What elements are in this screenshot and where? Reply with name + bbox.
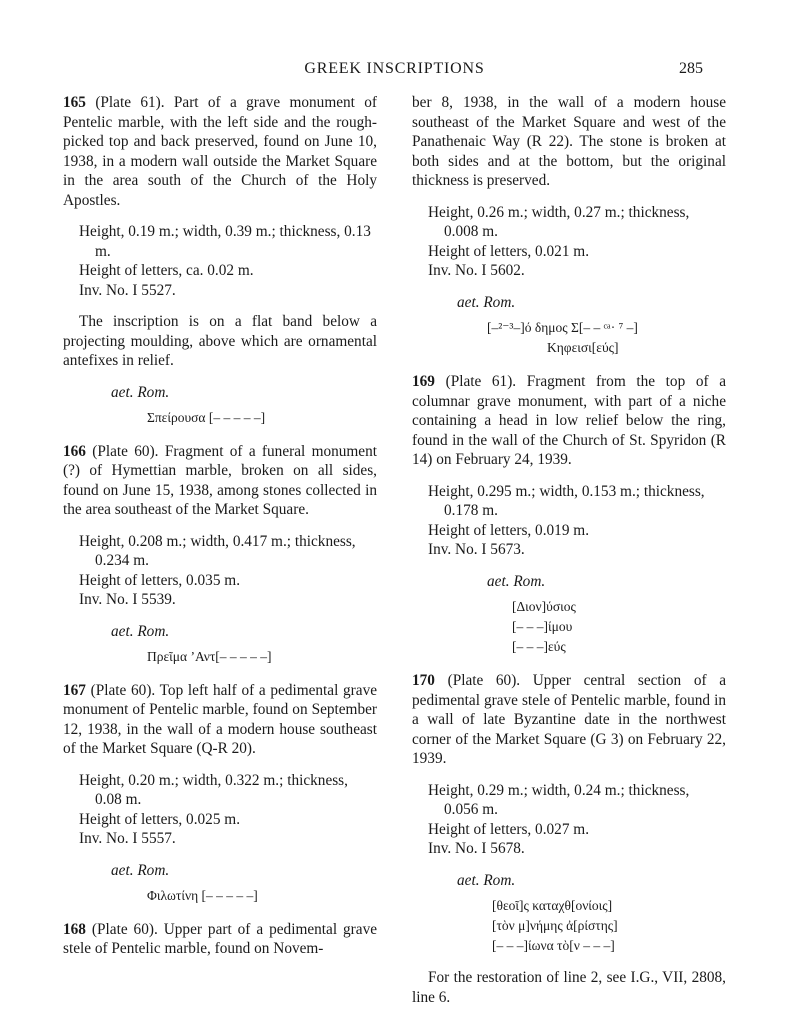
inscription-line: Κηφεισι[εύς] bbox=[547, 340, 619, 355]
date-label: aet. Rom. bbox=[111, 622, 170, 640]
inscription-text: Σπείρουσα [– – – – –] bbox=[147, 410, 266, 425]
inventory-number: Inv. No. I 5602. bbox=[428, 262, 525, 279]
inscription-line: [– – –]ίμου bbox=[512, 619, 573, 634]
inscription-line: [– – –]ίωνα τὸ[ν – – –] bbox=[492, 938, 615, 953]
inventory-number: Inv. No. I 5527. bbox=[79, 281, 176, 299]
entry-description: (Plate 60). Upper central section of a pedimental grave stele of Pentelic marble, found in a wall of late Byzantine date in the northwest corner of the Market Square (G 3) on February 22, 1939. bbox=[412, 672, 726, 767]
letter-height: Height of letters, ca. 0.02 m. bbox=[79, 262, 254, 279]
dimensions: Height, 0.208 m.; width, 0.417 m.; thickness, 0.234 m. bbox=[79, 532, 356, 569]
entry-165 bbox=[63, 93, 377, 428]
dimensions: Height, 0.20 m.; width, 0.322 m.; thickness, 0.08 m. bbox=[79, 771, 348, 808]
entry-number: 169 bbox=[412, 373, 435, 390]
inscription-text bbox=[492, 896, 726, 956]
entry-168-continued bbox=[412, 93, 726, 358]
entry-description: (Plate 61). Fragment from the top of a columnar grave monument, with part of a niche containing a head in low relief below the ring, found in the wall of the Church of St. Spyridon (R 14) on February 24, 1939. bbox=[412, 373, 727, 468]
entry-170 bbox=[412, 671, 726, 1007]
date-label: aet. Rom. bbox=[487, 572, 546, 590]
dimensions: Height, 0.26 m.; width, 0.27 m.; thickness, 0.008 m. bbox=[428, 203, 690, 240]
dimensions: Height, 0.29 m.; width, 0.24 m.; thickness, 0.056 m. bbox=[428, 781, 690, 818]
inscription-line: [τὸν μ]νήμης ἀ[ρίστης] bbox=[492, 918, 618, 933]
entry-167 bbox=[63, 681, 377, 906]
inscription-text: Φιλωτίνη [– – – – –] bbox=[147, 888, 258, 903]
letter-height: Height of letters, 0.035 m. bbox=[79, 571, 241, 589]
letter-height: Height of letters, 0.021 m. bbox=[428, 242, 590, 260]
entry-description: ber 8, 1938, in the wall of a modern house southeast of the Market Square and west of the Panathenaic Way (R 22). The stone is broken at both sides and at the bottom, but the original thickness is preserved. bbox=[412, 94, 726, 189]
date-label: aet. Rom. bbox=[457, 293, 516, 311]
entry-description: (Plate 60). Fragment of a funeral monument (?) of Hymettian marble, broken on all sides, found on June 15, 1938, among stones collected in the area southeast of the Market Square. bbox=[63, 442, 377, 518]
date-label: aet. Rom. bbox=[457, 871, 516, 889]
entry-note: For the restoration of line 2, see I.G., VII, 2808, line 6. bbox=[412, 969, 726, 1006]
dimensions: Height, 0.295 m.; width, 0.153 m.; thickness, 0.178 m. bbox=[428, 482, 705, 519]
inventory-number: Inv. No. I 5678. bbox=[428, 840, 525, 857]
inscription-text bbox=[512, 597, 726, 657]
inscription-line: [–²⁻³–]ό δημος Σ[– – ᶜᵃ· ⁷ –] bbox=[487, 320, 638, 335]
right-column bbox=[412, 93, 726, 1007]
running-header-title: GREEK INSCRIPTIONS bbox=[304, 60, 485, 77]
letter-height: Height of letters, 0.019 m. bbox=[428, 521, 590, 539]
entry-166 bbox=[63, 442, 377, 667]
page-number: 285 bbox=[679, 60, 703, 77]
letter-height: Height of letters, 0.025 m. bbox=[79, 810, 241, 828]
entry-number: 166 bbox=[63, 442, 86, 460]
date-label: aet. Rom. bbox=[111, 861, 170, 879]
left-column bbox=[63, 93, 377, 959]
entry-description: (Plate 60). Upper part of a pedimental grave stele of Pentelic marble, found on Novem- bbox=[63, 920, 378, 957]
inscription-text bbox=[487, 318, 726, 358]
entry-description: (Plate 60). Top left half of a pedimental grave monument of Pentelic marble, found on September 12, 1938, in the wall of a modern house southeast of the Market Square (Q-R 20). bbox=[63, 681, 378, 757]
entry-number: 168 bbox=[63, 920, 86, 938]
inventory-number: Inv. No. I 5539. bbox=[79, 591, 176, 608]
inscription-line: [θεοῖ]ς καταχθ[ονίοις] bbox=[492, 898, 613, 913]
entry-note: The inscription is on a flat band below a projecting moulding, above which are ornamental antefixes in relief. bbox=[63, 313, 377, 369]
inventory-number: Inv. No. I 5673. bbox=[428, 541, 525, 558]
inventory-number: Inv. No. I 5557. bbox=[79, 830, 176, 847]
entry-description: (Plate 61). Part of a grave monument of Pentelic marble, with the left side and the rough-picked top and back preserved, found on June 10, 1938, in a modern wall outside the Market Square in the area south of the Church of the Holy Apostles. bbox=[63, 94, 377, 209]
inscription-line: [Διον]ύσιος bbox=[512, 599, 576, 614]
entry-168 bbox=[63, 920, 377, 959]
entry-169 bbox=[412, 372, 726, 657]
inscription-line: [– – –]εύς bbox=[512, 639, 566, 654]
inscription-text: Πρεῖμα ’Αντ[– – – – –] bbox=[147, 649, 272, 664]
letter-height: Height of letters, 0.027 m. bbox=[428, 820, 590, 838]
entry-number: 167 bbox=[63, 681, 86, 699]
date-label: aet. Rom. bbox=[111, 383, 170, 401]
entry-number: 165 bbox=[63, 94, 86, 111]
entry-number: 170 bbox=[412, 672, 435, 689]
dimensions: Height, 0.19 m.; width, 0.39 m.; thickness, 0.13 m. bbox=[79, 223, 371, 260]
